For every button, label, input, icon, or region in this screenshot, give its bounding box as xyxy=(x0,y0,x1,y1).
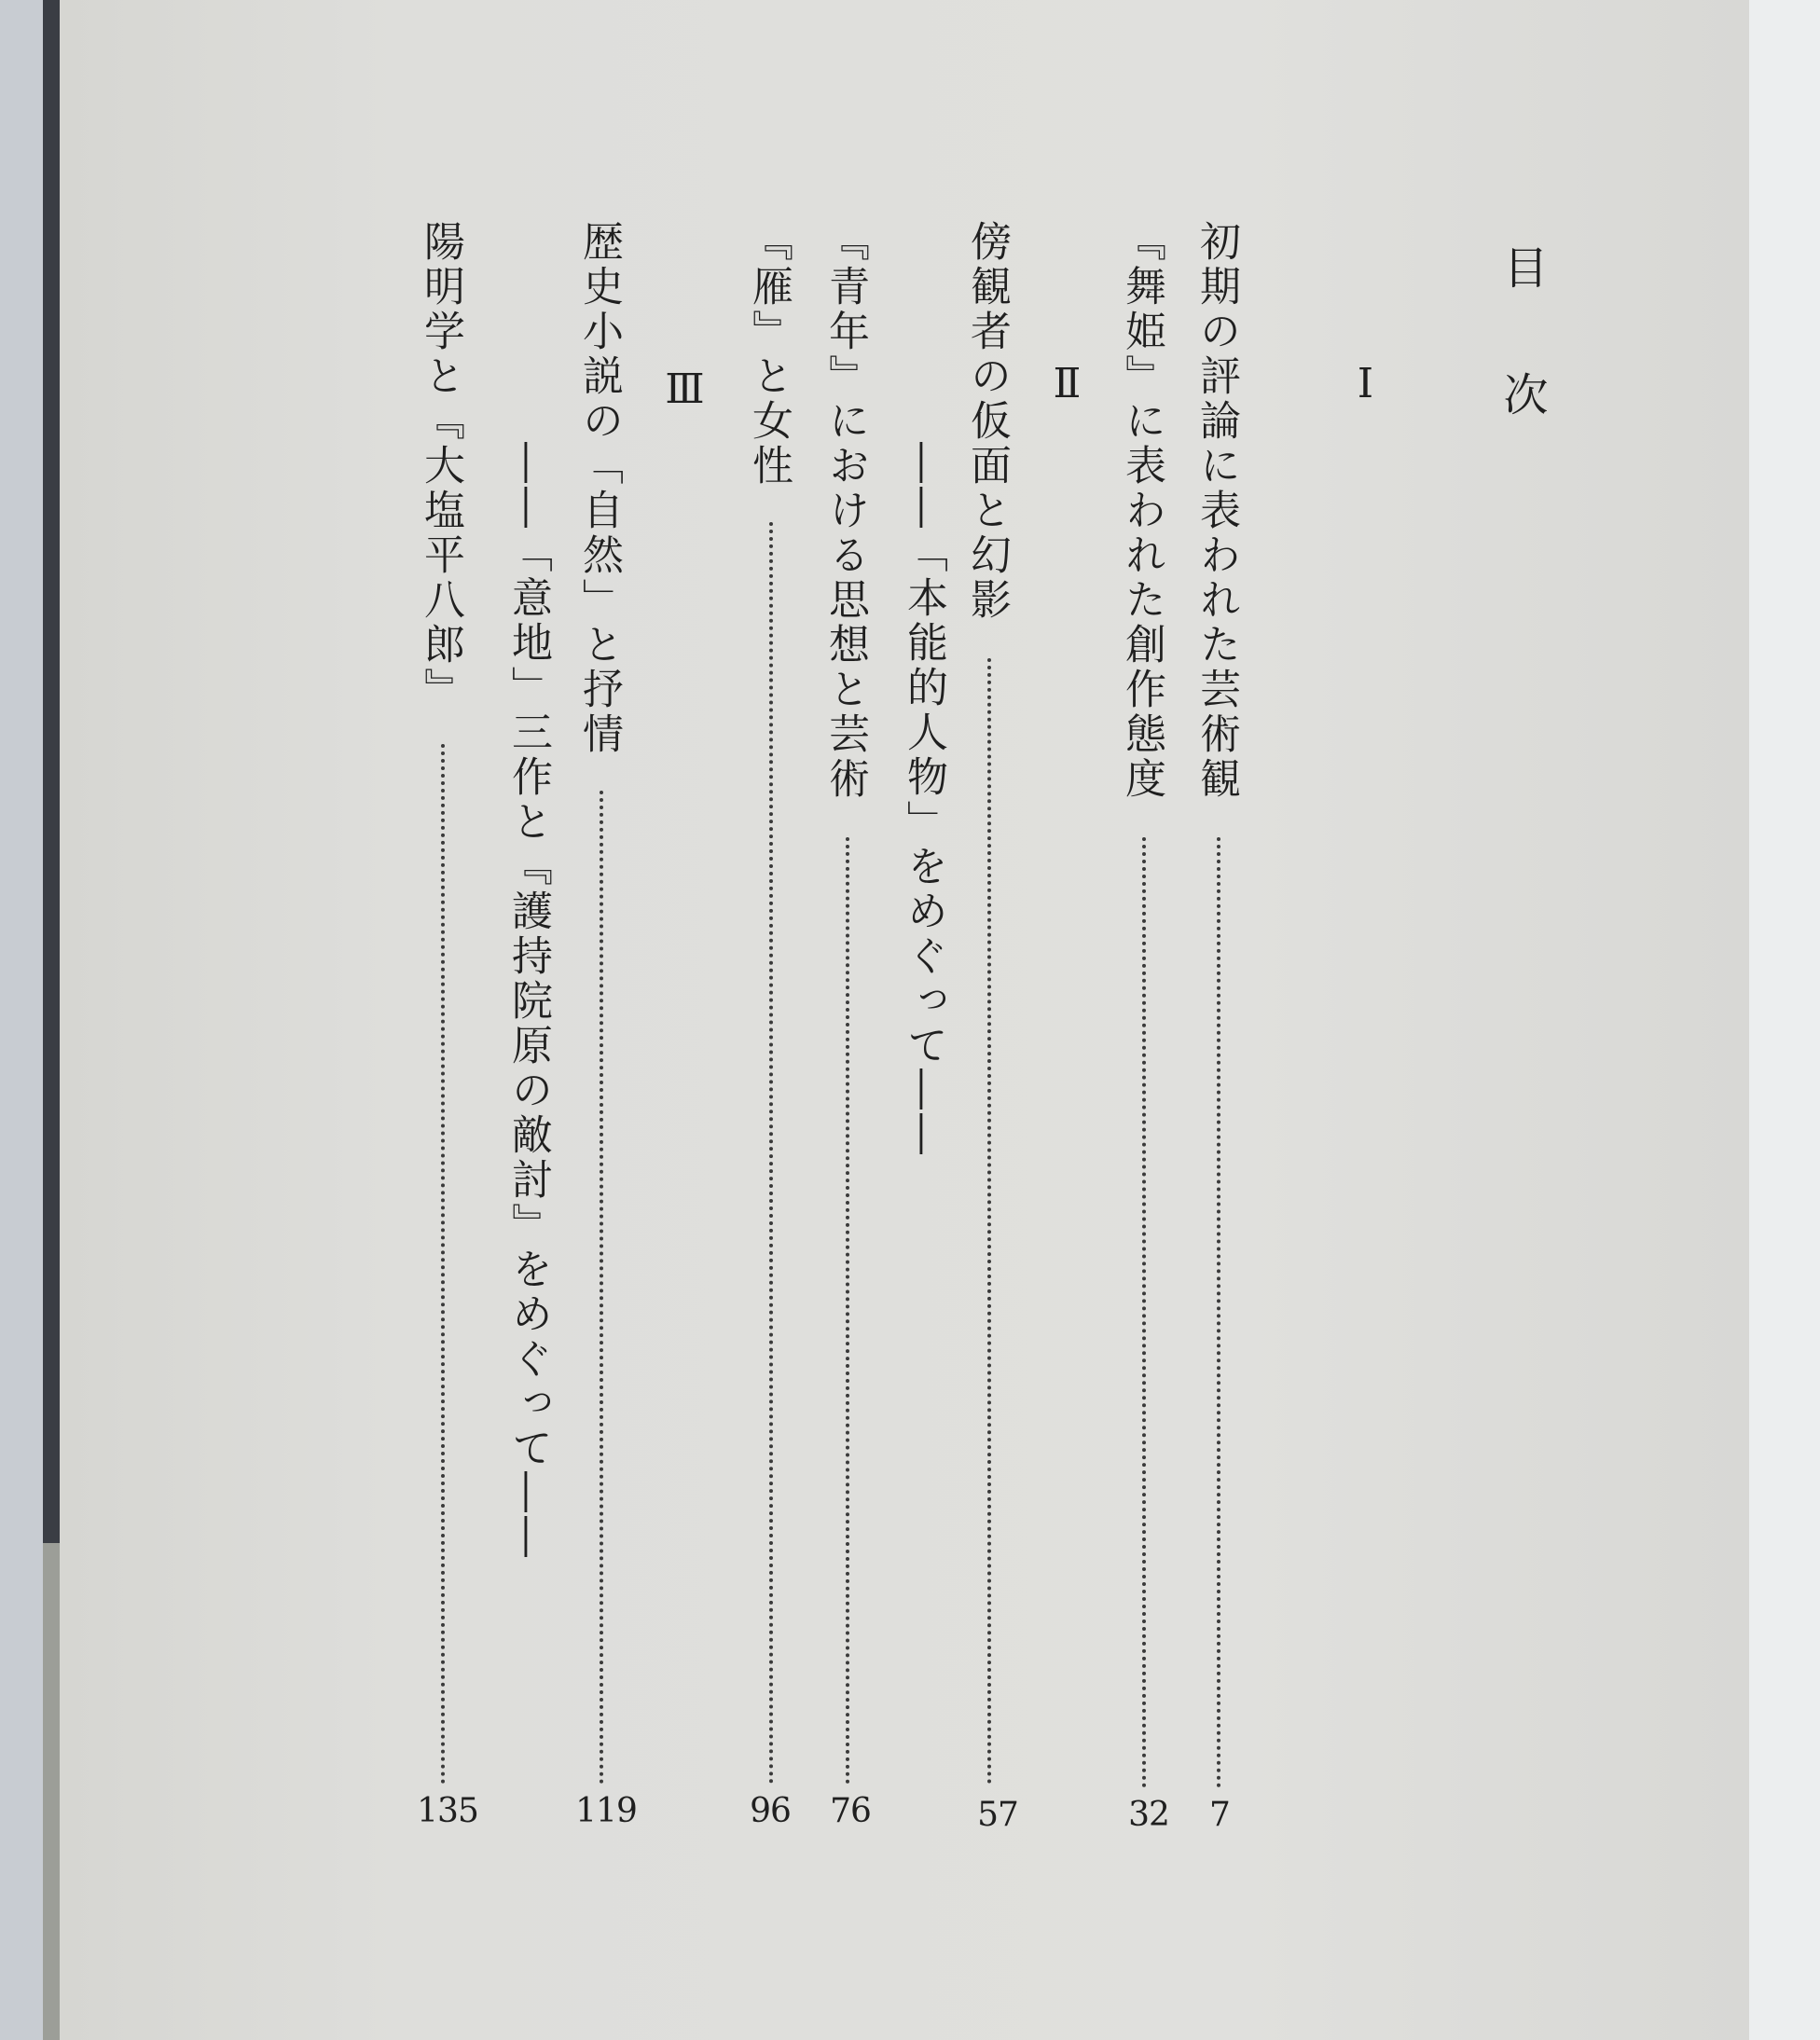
book-binding xyxy=(0,0,43,2040)
leader-dots xyxy=(600,791,603,1785)
page-number: 76 xyxy=(830,1792,871,1830)
toc-entry-title: 初期の評論に表われた芸術観 xyxy=(1193,220,1240,802)
page-edge xyxy=(1749,0,1820,2040)
leader-dots xyxy=(987,658,991,1785)
page-number: 96 xyxy=(750,1792,791,1830)
leader-dots xyxy=(1142,837,1146,1788)
spine-edge-lower xyxy=(43,1543,60,2040)
page-number: 57 xyxy=(977,1796,1018,1834)
leader-dots xyxy=(846,837,849,1785)
spine-edge xyxy=(43,0,60,1543)
leader-dots xyxy=(1217,837,1220,1788)
toc-entry-title: 歴史小説の「自然」と抒情 xyxy=(575,220,623,757)
toc-title: 目次 xyxy=(1496,244,1548,498)
page-number: 7 xyxy=(1209,1796,1230,1834)
toc-entry-title: 『雁』と女性 xyxy=(745,220,793,489)
part-3-heading: Ⅲ xyxy=(661,365,709,417)
part-1-heading: Ⅰ xyxy=(1342,360,1389,411)
page-number: 135 xyxy=(417,1792,478,1830)
toc-entry-subtitle: ――「本能的人物」をめぐって―― xyxy=(900,442,947,1158)
toc-entry-subtitle: ――「意地」三作と『護持院原の敵討』をめぐって―― xyxy=(504,442,552,1561)
page-number: 32 xyxy=(1128,1796,1169,1834)
leader-dots xyxy=(441,744,445,1785)
toc-entry-title: 『舞姫』に表われた創作態度 xyxy=(1118,220,1165,802)
toc-entry-title: 『青年』における思想と芸術 xyxy=(821,220,869,802)
part-2-heading: Ⅱ xyxy=(1043,360,1091,411)
toc-entry-title: 陽明学と『大塩平八郎』 xyxy=(417,220,464,712)
leader-dots xyxy=(769,522,773,1785)
page-number: 119 xyxy=(575,1792,637,1830)
toc-entry-title: 傍観者の仮面と幻影 xyxy=(963,220,1011,623)
